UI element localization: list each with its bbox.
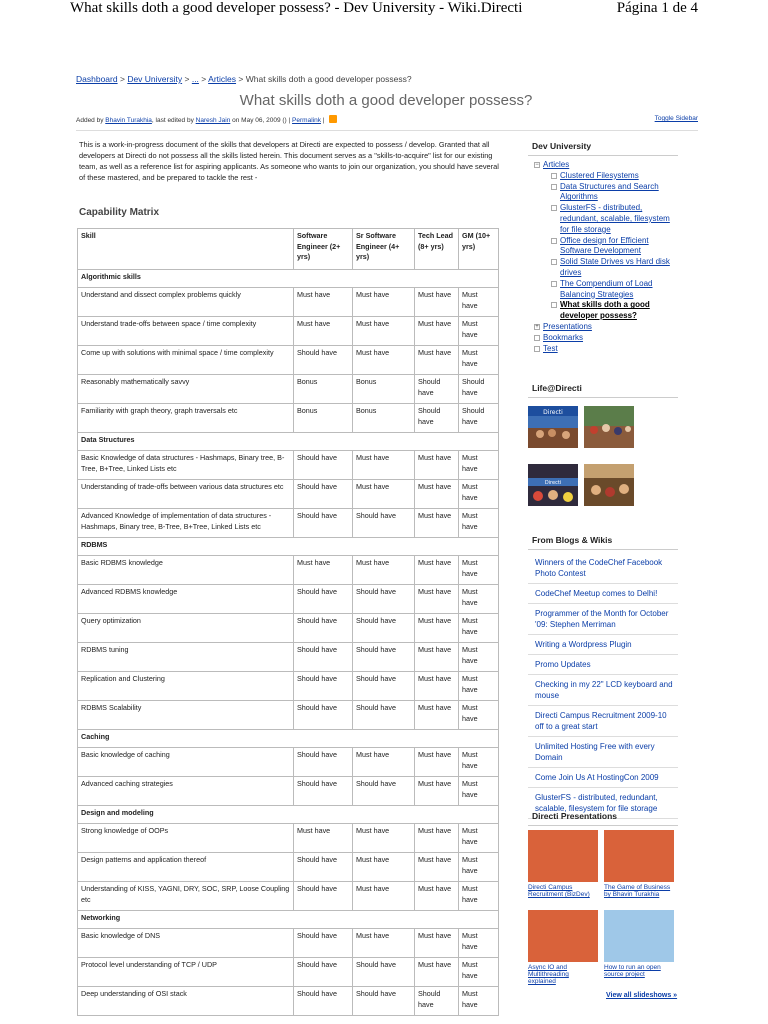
tree-link[interactable]: Test [543, 343, 558, 353]
tree-child-link[interactable]: What skills doth a good developer possess? [560, 300, 650, 321]
skill-cell: Deep understanding of OSI stack [78, 987, 294, 1016]
skill-cell: RDBMS tuning [78, 643, 294, 672]
tree-item [534, 322, 678, 333]
table-row [78, 643, 499, 672]
print-header-page-number: Página 1 de 4 [616, 0, 698, 16]
level-cell-gm: Must have [459, 288, 499, 317]
level-cell-se: Bonus [294, 404, 353, 433]
page-title: What skills doth a good developer possess? [239, 92, 533, 109]
skill-cell: Strong knowledge of OOPs [78, 824, 294, 853]
level-cell-tl: Must have [415, 288, 459, 317]
section-spacer [294, 538, 499, 556]
level-cell-sse: Must have [353, 317, 415, 346]
tree-child-link[interactable]: GlusterFS - distributed, redundant, scalable, filesystem for file storage [560, 203, 670, 234]
blog-link[interactable]: Checking in my 22" LCD keyboard and mouse [535, 680, 673, 700]
level-cell-gm: Must have [459, 614, 499, 643]
table-row [78, 748, 499, 777]
level-cell-sse: Should have [353, 701, 415, 730]
photo-3-image [528, 464, 578, 506]
level-cell-se: Must have [294, 317, 353, 346]
level-cell-sse: Should have [353, 672, 415, 701]
level-cell-tl: Must have [415, 480, 459, 509]
level-cell-sse: Must have [353, 929, 415, 958]
level-cell-tl: Must have [415, 672, 459, 701]
presentations-section [528, 806, 678, 826]
section-row [78, 911, 499, 929]
list-item [528, 553, 678, 584]
table-row [78, 929, 499, 958]
header-sr-software-engineer: Sr Software Engineer (4+ yrs) [353, 229, 415, 270]
level-cell-sse: Must have [353, 556, 415, 585]
rss-icon[interactable] [329, 115, 337, 123]
table-row [78, 958, 499, 987]
breadcrumb-separator: > [184, 74, 190, 84]
list-item [528, 737, 678, 768]
skill-cell: Replication and Clustering [78, 672, 294, 701]
level-cell-sse: Must have [353, 346, 415, 375]
editor-link[interactable]: Naresh Jain [195, 117, 231, 124]
life-photo-1[interactable] [528, 406, 578, 448]
leaf-icon [551, 259, 557, 265]
section-spacer [294, 730, 499, 748]
list-item [528, 706, 678, 737]
print-header-title: What skills doth a good developer possess? - Dev University - Wiki.Directi [70, 0, 523, 16]
level-cell-gm: Must have [459, 958, 499, 987]
level-cell-sse: Should have [353, 643, 415, 672]
level-cell-sse: Should have [353, 509, 415, 538]
breadcrumb-separator: > [201, 74, 207, 84]
level-cell-se: Should have [294, 777, 353, 806]
skill-cell: Basic Knowledge of data structures - Hashmaps, Binary tree, B-Tree, B+Tree, Linked Lists etc [78, 451, 294, 480]
photo-1-image [528, 406, 578, 448]
photo-4-image [584, 464, 634, 506]
skill-cell: Basic RDBMS knowledge [78, 556, 294, 585]
leaf-icon [534, 346, 540, 352]
tree-child-link[interactable]: Clustered Filesystems [560, 170, 639, 180]
level-cell-se: Must have [294, 556, 353, 585]
level-cell-gm: Must have [459, 701, 499, 730]
table-row [78, 987, 499, 1016]
slide-link[interactable]: Async IO and Multithreading explained [528, 964, 569, 985]
level-cell-gm: Must have [459, 643, 499, 672]
list-item [528, 675, 678, 706]
capability-matrix-heading: Capability Matrix [79, 207, 160, 218]
level-cell-se: Should have [294, 701, 353, 730]
section-spacer [294, 911, 499, 929]
level-cell-se: Should have [294, 509, 353, 538]
blog-link[interactable]: Directi Campus Recruitment 2009-10 off to a great start [535, 711, 667, 731]
table-row [78, 451, 499, 480]
level-cell-sse: Must have [353, 288, 415, 317]
level-cell-tl: Must have [415, 346, 459, 375]
level-cell-gm: Must have [459, 672, 499, 701]
leaf-icon [551, 238, 557, 244]
skill-cell: RDBMS Scalability [78, 701, 294, 730]
life-section [528, 378, 678, 398]
level-cell-tl: Must have [415, 824, 459, 853]
level-cell-gm: Must have [459, 585, 499, 614]
life-title: Life@Directi [528, 378, 678, 398]
level-cell-tl: Must have [415, 958, 459, 987]
leaf-icon [551, 302, 557, 308]
level-cell-se: Should have [294, 643, 353, 672]
page-tree [534, 160, 678, 354]
level-cell-gm: Must have [459, 556, 499, 585]
level-cell-gm: Must have [459, 317, 499, 346]
table-row [78, 672, 499, 701]
blog-link[interactable]: Winners of the CodeChef Facebook Photo Contest [535, 558, 663, 578]
slide-link[interactable]: Directi Campus Recruitment (BizDev) [528, 884, 590, 898]
tree-child-item [551, 236, 678, 258]
table-row [78, 556, 499, 585]
level-cell-sse: Bonus [353, 375, 415, 404]
breadcrumb-separator: > [119, 74, 125, 84]
table-row [78, 509, 499, 538]
level-cell-se: Should have [294, 451, 353, 480]
level-cell-gm: Must have [459, 748, 499, 777]
level-cell-tl: Must have [415, 643, 459, 672]
tree-child-item [551, 257, 678, 279]
tree-child-item [551, 203, 678, 235]
level-cell-gm: Must have [459, 509, 499, 538]
level-cell-sse: Should have [353, 958, 415, 987]
photo-banner-text: Directi [544, 480, 562, 486]
table-row [78, 288, 499, 317]
breadcrumb [76, 74, 412, 84]
leaf-icon [551, 281, 557, 287]
level-cell-se: Should have [294, 346, 353, 375]
permalink-link[interactable]: Permalink [292, 117, 321, 124]
level-cell-gm: Must have [459, 346, 499, 375]
level-cell-tl: Must have [415, 748, 459, 777]
slide-thumbnail[interactable] [604, 830, 674, 882]
blog-link[interactable]: Programmer of the Month for October '09: Stephen Merriman [535, 609, 669, 629]
list-item [528, 584, 678, 604]
section-heading: Caching [78, 730, 294, 748]
level-cell-tl: Must have [415, 853, 459, 882]
level-cell-gm: Should have [459, 404, 499, 433]
leaf-icon [551, 184, 557, 190]
level-cell-sse: Must have [353, 748, 415, 777]
level-cell-se: Should have [294, 929, 353, 958]
level-cell-tl: Must have [415, 777, 459, 806]
expand-icon[interactable]: + [535, 323, 539, 330]
tree-child-item [551, 279, 678, 301]
presentations-title: Directi Presentations [528, 806, 678, 826]
level-cell-tl: Must have [415, 451, 459, 480]
header-gm: GM (10+ yrs) [459, 229, 499, 270]
collapse-icon[interactable]: − [535, 162, 539, 168]
level-cell-sse: Must have [353, 824, 415, 853]
table-row [78, 614, 499, 643]
tree-link[interactable]: Presentations [543, 321, 592, 331]
breadcrumb-separator: > [238, 74, 244, 84]
meta-added-by-label: Added by [76, 117, 104, 124]
sidebar-space-nav [528, 136, 678, 354]
level-cell-sse: Should have [353, 585, 415, 614]
level-cell-se: Should have [294, 614, 353, 643]
list-item [528, 655, 678, 675]
section-row [78, 730, 499, 748]
table-row [78, 375, 499, 404]
breadcrumb-link-ellipsis[interactable]: ... [191, 74, 199, 84]
level-cell-sse: Should have [353, 614, 415, 643]
level-cell-sse: Must have [353, 451, 415, 480]
skill-cell: Advanced RDBMS knowledge [78, 585, 294, 614]
table-row [78, 480, 499, 509]
list-item [528, 768, 678, 788]
table-row [78, 346, 499, 375]
tree-child-link[interactable]: Solid State Drives vs Hard disk drives [560, 257, 670, 277]
level-cell-tl: Should have [415, 987, 459, 1016]
level-cell-gm: Must have [459, 777, 499, 806]
photo-2-image [584, 406, 634, 448]
section-heading: Algorithmic skills [78, 270, 294, 288]
slide-thumbnail[interactable] [528, 910, 598, 962]
level-cell-gm: Should have [459, 375, 499, 404]
level-cell-sse: Bonus [353, 404, 415, 433]
skill-cell: Understanding of trade-offs between various data structures etc [78, 480, 294, 509]
section-row [78, 806, 499, 824]
level-cell-se: Should have [294, 748, 353, 777]
meta-extra: () [282, 117, 287, 124]
table-row [78, 882, 499, 911]
table-row [78, 317, 499, 346]
blog-link[interactable]: Promo Updates [535, 660, 591, 669]
section-heading: Data Structures [78, 433, 294, 451]
blog-link[interactable]: GlusterFS - distributed, redundant, scalable, filesystem for file storage [535, 793, 658, 813]
level-cell-sse: Must have [353, 853, 415, 882]
tree-child-item [551, 171, 678, 182]
slide-thumbnail[interactable] [604, 910, 674, 962]
blog-link[interactable]: Writing a Wordpress Plugin [535, 640, 632, 649]
blogs-section [528, 530, 678, 819]
blog-link[interactable]: CodeChef Meetup comes to Delhi! [535, 589, 658, 598]
space-title: Dev University [528, 136, 678, 156]
level-cell-gm: Must have [459, 853, 499, 882]
matrix-body [78, 270, 499, 1016]
table-row [78, 824, 499, 853]
table-row [78, 777, 499, 806]
skill-cell: Query optimization [78, 614, 294, 643]
level-cell-se: Bonus [294, 375, 353, 404]
tree-item [534, 160, 678, 322]
slide-link[interactable]: How to run an open source project [604, 964, 661, 978]
tree-item [534, 333, 678, 344]
level-cell-se: Should have [294, 672, 353, 701]
header-skill: Skill [78, 229, 294, 270]
level-cell-gm: Must have [459, 480, 499, 509]
level-cell-se: Must have [294, 824, 353, 853]
level-cell-se: Should have [294, 882, 353, 911]
section-row [78, 270, 499, 288]
level-cell-gm: Must have [459, 882, 499, 911]
section-row [78, 433, 499, 451]
tree-child-item [551, 300, 678, 322]
tree-children [551, 171, 678, 322]
list-item [528, 604, 678, 635]
skill-cell: Reasonably mathematically savvy [78, 375, 294, 404]
level-cell-sse: Must have [353, 480, 415, 509]
author-link[interactable]: Bhavin Turakhia [105, 117, 152, 124]
skill-cell: Understand trade-offs between space / time complexity [78, 317, 294, 346]
print-header [0, 0, 768, 22]
skill-cell: Design patterns and application thereof [78, 853, 294, 882]
toggle-sidebar-link[interactable]: Toggle Sidebar [654, 115, 698, 122]
tree-link[interactable]: Articles [543, 160, 570, 169]
photo-banner-text: Directi [543, 409, 563, 416]
level-cell-tl: Must have [415, 509, 459, 538]
level-cell-tl: Must have [415, 556, 459, 585]
level-cell-gm: Must have [459, 987, 499, 1016]
table-row [78, 853, 499, 882]
level-cell-tl: Must have [415, 585, 459, 614]
view-all-slideshows-link[interactable]: View all slideshows » [606, 992, 678, 999]
level-cell-tl: Must have [415, 929, 459, 958]
tree-child-link[interactable]: The Compendium of Load Balancing Strategies [560, 278, 653, 299]
tree-item [534, 344, 678, 355]
section-spacer [294, 433, 499, 451]
level-cell-sse: Should have [353, 777, 415, 806]
level-cell-tl: Must have [415, 701, 459, 730]
slide-thumbnail[interactable] [528, 830, 598, 882]
section-heading: Networking [78, 911, 294, 929]
skill-cell: Familiarity with graph theory, graph traversals etc [78, 404, 294, 433]
level-cell-se: Should have [294, 480, 353, 509]
header-tech-lead: Tech Lead (8+ yrs) [415, 229, 459, 270]
intro-paragraph: This is a work-in-progress document of the skills that developers at Directi are expected to possess / develop. Granted that all developers at Directi do not possess all the skills listed herein. This document serves as a "skills-to-acquire" list for our existing team, as well as a reference list for aspiring applicants. As someone who wants to join our organization, you should have several of these mastered, and be prepared to tackle the rest - [79, 140, 499, 182]
meta-date: on May 06, 2009 [232, 117, 281, 124]
blog-link[interactable]: Unlimited Hosting Free with every Domain [535, 742, 655, 762]
table-header-row [78, 229, 499, 270]
skill-cell: Basic knowledge of DNS [78, 929, 294, 958]
level-cell-tl: Must have [415, 882, 459, 911]
table-row [78, 701, 499, 730]
blog-list [528, 553, 678, 819]
meta-edited-label: , last edited by [151, 117, 194, 124]
table-row [78, 404, 499, 433]
level-cell-se: Should have [294, 987, 353, 1016]
level-cell-se: Must have [294, 288, 353, 317]
breadcrumb-current: What skills doth a good developer possess? [245, 74, 412, 84]
level-cell-gm: Must have [459, 451, 499, 480]
section-heading: RDBMS [78, 538, 294, 556]
tree-link[interactable]: Bookmarks [543, 332, 584, 342]
skill-cell: Advanced Knowledge of implementation of data structures - Hashmaps, Binary tree, B-Tree, B+Tree, Linked Lists etc [78, 509, 294, 538]
breadcrumb-link-dev-university[interactable]: Dev University [127, 74, 183, 84]
tree-child-link[interactable]: Office design for Efficient Software Development [560, 235, 649, 256]
section-heading: Design and modeling [78, 806, 294, 824]
skill-cell: Protocol level understanding of TCP / UDP [78, 958, 294, 987]
level-cell-tl: Must have [415, 317, 459, 346]
skill-cell: Advanced caching strategies [78, 777, 294, 806]
section-spacer [294, 270, 499, 288]
breadcrumb-link-articles[interactable]: Articles [208, 74, 237, 84]
skill-cell: Come up with solutions with minimal space / time complexity [78, 346, 294, 375]
level-cell-sse: Must have [353, 882, 415, 911]
life-photo-2[interactable] [584, 406, 634, 448]
tree-child-item [551, 182, 678, 204]
blog-link[interactable]: Come Join Us At HostingCon 2009 [535, 773, 659, 782]
level-cell-sse: Should have [353, 987, 415, 1016]
level-cell-se: Should have [294, 853, 353, 882]
capability-matrix-table [77, 228, 499, 1016]
section-spacer [294, 806, 499, 824]
skill-cell: Basic knowledge of caching [78, 748, 294, 777]
slide-link[interactable]: The Game of Business by Bhavin Turakhia [604, 884, 671, 898]
leaf-icon [551, 173, 557, 179]
list-item [528, 635, 678, 655]
level-cell-tl: Should have [415, 375, 459, 404]
life-photo-4[interactable] [584, 464, 634, 506]
blogs-title: From Blogs & Wikis [528, 530, 678, 550]
leaf-icon [551, 205, 557, 211]
level-cell-tl: Must have [415, 614, 459, 643]
level-cell-gm: Must have [459, 824, 499, 853]
level-cell-se: Should have [294, 585, 353, 614]
page-meta: Added by Bhavin Turakhia, last edited by Naresh Jain on May 06, 2009 () | Permalink | Toggle Sidebar [76, 115, 698, 131]
skill-cell: Understand and dissect complex problems quickly [78, 288, 294, 317]
level-cell-se: Should have [294, 958, 353, 987]
level-cell-tl: Should have [415, 404, 459, 433]
section-row [78, 538, 499, 556]
table-row [78, 585, 499, 614]
life-photo-3[interactable] [528, 464, 578, 506]
level-cell-gm: Must have [459, 929, 499, 958]
leaf-icon [534, 335, 540, 341]
tree-child-link[interactable]: Data Structures and Search Algorithms [560, 181, 659, 202]
header-software-engineer: Software Engineer (2+ yrs) [294, 229, 353, 270]
breadcrumb-link-dashboard[interactable]: Dashboard [76, 74, 118, 84]
skill-cell: Understanding of KISS, YAGNI, DRY, SOC, SRP, Loose Coupling etc [78, 882, 294, 911]
